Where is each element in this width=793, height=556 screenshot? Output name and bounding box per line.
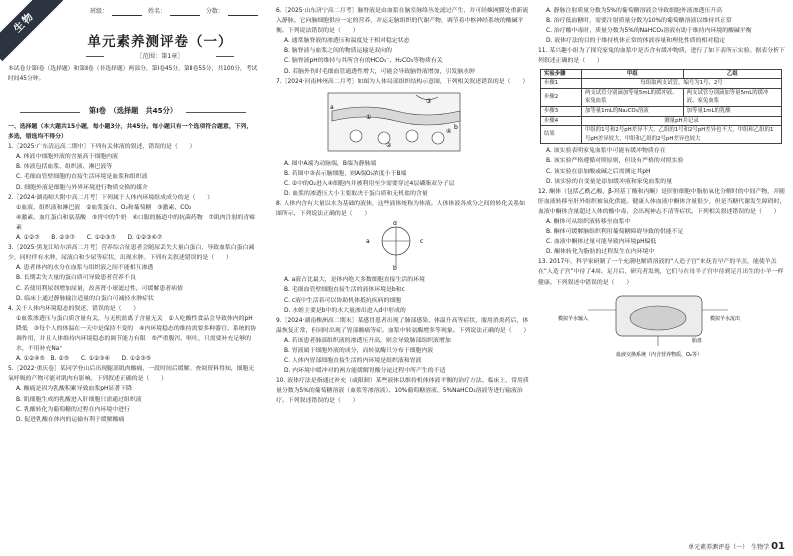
col2b-line: 8. 人体内含有大量以水为基础的液体，这些液体统称为体液。人体体液各成分之间的转化关系如图所示，下列说法正确的是（ ） [276, 201, 526, 218]
col1-line: A. ①②④⑤ B. ②⑤ C. ①②③④ D. ①②③⑤ [16, 356, 151, 363]
column-3 [538, 6, 788, 364]
table-row [541, 116, 782, 126]
table-row [541, 88, 782, 106]
col2a-line: C. 脑脊液pH的维持与其所含有的HCO₃⁻、H₂CO₃等物质有关 [284, 58, 443, 65]
col1-line: 3.［2025·黑龙江哈尔滨高二月考］营养综合征患者会随尿丢失大量白蛋白，导致血浆白蛋白减少，同时伴有水肿，尿液白和少尿等症状，出现水肿。下列有关叙述错误的是（ ） [8, 245, 255, 262]
fig3-label-placenta: 胎盘 [692, 337, 703, 344]
col3a-line: C. 治疗酸中毒时，质量分数为5%的NaHCO₃溶液有助于维持内环境的酸碱平衡 [546, 28, 752, 35]
fig1-label-2: ② [386, 141, 392, 149]
table-cell: 两支试管分别滴加等量5mL的缓冲液、家兔血浆 [683, 88, 781, 106]
col3b-line: B. 酮体可缓解脑组织利用葡萄糖障碍导致的供能不足 [546, 229, 684, 236]
exam-scope: ［范围：第1章］ [100, 51, 220, 60]
exam-intro: 本试卷分第Ⅰ卷（选择题）和第Ⅱ卷（非选择题）两部分，第Ⅰ卷45分，第Ⅱ卷55分，共100分，考试时间45分钟。 [8, 66, 258, 83]
col1-line: 2.［2024·湖南师大附中高二月考］下列属于人体内环境组成成分的是（ ） [8, 194, 214, 201]
fig2-label-b: b [393, 265, 397, 272]
col2a-line: D. 若脑外伤时毛细血管通透性增大，可能会导致脑脊液增加，引发脑水肿 [284, 68, 475, 75]
col1-line: A. 酸痛是因为乳酸积累导致血浆pH显著下降 [16, 386, 132, 393]
experiment-table [540, 69, 782, 145]
footer-label: 单元素养测评卷（一） 生物学 [688, 544, 770, 551]
table-cell: 步骤2 [541, 88, 582, 106]
col2a-line: A. 通常脑脊液的渗透压和温度处于相对稳定状态 [284, 38, 410, 45]
womb-diagram-svg [558, 290, 758, 362]
col2b-line: A. 图中A端为动脉端，B端为静脉端 [284, 160, 377, 167]
col1-line: A. ①②⑦ B. ②③⑦ C. ①②③⑦ D. ①②③⑥⑦ [16, 235, 163, 242]
col1-line: B. 肌细胞生成的乳酸进入肝细胞只需通过组织液 [16, 396, 142, 403]
col1-line: C. 毛细血管壁细胞的直接生活环境是血浆和组织液 [16, 174, 148, 181]
table-row [541, 106, 782, 116]
col2b-line: B. 若图中③表示脑细胞，则A端O₂浓度小于B端 [284, 170, 407, 177]
cell-shape-4 [432, 132, 444, 144]
col2a-line: 7.［2024·河南林州高二月考］如图为人体局部组织结构示意图，下列相关叙述错误的是（ ） [276, 78, 529, 85]
cell-shape-1 [350, 130, 362, 142]
col1-line: 5.［2022·重庆卷］某同学登山后出现腿部肌肉酸痛，一段时间后缓解。查阅资料得知，细胞无氧呼吸的产物可能对肌肉有影响。下列叙述正确的是（ ） [8, 366, 255, 383]
col3b-line: A. 酮体可从组织液转移至血浆中 [546, 218, 631, 225]
fig2-label-a: a [366, 238, 370, 246]
fig1-label-b: b [454, 123, 458, 131]
col1-line: D. 临床上通过静脉输注适量的白蛋白可减轻水肿症状 [16, 295, 154, 302]
col2c-line: B. 毛细血管壁细胞直接生活的液体环境是b和c [284, 287, 405, 294]
table-cell: 加等量1mL的乳酸 [683, 106, 781, 116]
col3b-line: D. 该实验的自变量是添加缓冲液和家兔血浆的量 [546, 178, 673, 185]
col3a-line: 11. 某兴趣小组为了探究家兔的血浆中是否含有缓冲物质，进行了如下表所示实验。据表分析下列叙述正确的是（ ） [538, 48, 785, 65]
fig1-label-4: ④ [446, 127, 452, 135]
page-footer [688, 541, 785, 552]
col1-line: ④激素、血红蛋白和氨基酸 ⑤胃中的牛奶 ⑥口服的肠道中的抗菌药物 ⑦肌肉注射的青霉素 [16, 214, 256, 231]
lamb-shape [630, 306, 686, 330]
name-field-line[interactable] [170, 8, 200, 16]
score-field-line[interactable] [228, 8, 258, 16]
col2a-line: B. 脑脊液与血浆之间的物质运输是双向的 [284, 48, 392, 55]
col1-line: A. 患者体内的水分在血浆与组织液之间不能相互渗透 [16, 265, 154, 272]
tissue-structure-figure [276, 89, 529, 157]
col2c-line: A. a液占比最大，是体内绝大多数细胞直接生活的环境 [284, 277, 425, 284]
fluid-diagram-svg [346, 221, 446, 271]
cell-shape-3 [406, 130, 418, 142]
col2b-line: C. ②中的O₂进入④细胞内并被利用至少需要穿过4层磷脂双分子层 [284, 180, 455, 187]
table-cell: 加等量1mL的Na₂CO₃溶液 [582, 106, 684, 116]
fig3-label-outflow: 模拟羊水流出 [710, 315, 741, 322]
table-cell: 每组取两支试管，编号为1号、2号 [582, 79, 782, 89]
col2c-line: D. 内环境中缓冲对的两方能缓解胃酸分泌过程中所产生的不适 [284, 368, 446, 375]
score-field-label: 分数： [205, 8, 224, 15]
page-number: 01 [771, 541, 785, 552]
class-field-line[interactable] [112, 8, 142, 16]
col1-line: D. 促进乳酸在体内的运输有利于缓解酸痛 [16, 416, 125, 423]
col1-line: B. 体液包括血浆、组织液、淋巴液等 [16, 164, 113, 171]
fig3-label-blood: 血液交换系统（内含营养物质、O₂等） [616, 351, 702, 358]
table-row [541, 126, 782, 144]
table-cell: 两支试管分别滴加等量5mL的缓冲液、家兔血浆 [582, 88, 684, 106]
col2c-line: 10. 液体疗法是指通过补充（或限制）某些液体以维持机体体液平衡的治疗方法。临床上，常用质量分数为5%的葡萄糖溶液（血浆等渗溶液）、10%葡萄糖溶液、5%NaHCO₃溶液等进行输液治疗。下列叙述错误的是（ ） [276, 378, 529, 405]
col3b-line: B. 该实验严格遵循对照原则，但设有严格的对照实验 [546, 158, 684, 165]
col2b-line: D. 血浆的渗透压大小主要取决于蛋白质和无机盐的含量 [284, 191, 428, 198]
col1-line: A. 体液中细胞外液的含量高于细胞内液 [16, 154, 118, 161]
col3b-line: C. 该实验在添加酸或碱之后需测定其pH [546, 168, 651, 175]
fig2-label-c: c [420, 238, 424, 246]
col3a-line: B. 治疗低血糖时，需要注射质量分数为10%的葡萄糖溶液以维持其正常 [546, 18, 732, 25]
table-header-cell: 甲组 [582, 69, 684, 79]
col2c-line: 9.［2024·湖南株洲高二期末］某感冒患者出现了肺部感染，体温升高等症状，服用消炎药后，体温恢复正常，但同时出现了胃部酸痛等症。血浆中转氨酶增多等现象。下列说法正确的是（ ） [276, 317, 530, 334]
column-2 [276, 6, 529, 407]
table-cell: 步骤3 [541, 106, 582, 116]
col1-line: 一、选择题（本大题共15小题，每小题3分，共45分。每小题只有一个选项符合题意，下列，多选，错选均不得分） [8, 124, 253, 141]
fig1-label-3: ③ [426, 97, 432, 105]
col3b-line: C. 血液中酮体过量可能导致内环境pH偏低 [546, 239, 657, 246]
col1-line: 4. 关于人体内环境稳态的叙述，错误的是（ ） [8, 305, 140, 312]
col1-line: C. 乳酸转化为葡萄糖的过程在内环境中进行 [16, 406, 130, 413]
name-field-label: 姓名： [147, 8, 166, 15]
col3b-line: D. 酮体转化为脂肪的过程发生在内环境中 [546, 249, 655, 256]
fig3-label-inflow: 模拟羊水输入 [558, 315, 589, 322]
col2c-line: C. c液中生活着可以协助机体抵抗疾病的细胞 [284, 297, 402, 304]
col1-line: D. 细胞外液是细胞与外界环境进行物质交换的媒介 [16, 184, 148, 191]
column-1 [8, 122, 258, 425]
volume-heading: 第Ⅰ卷 （选择题 共45分） [8, 106, 258, 116]
col2c-line: B. 胃液属于细胞外液的成分，而转氨酶只分布于细胞内液 [284, 347, 434, 354]
col1-line: B. 长期丢失大量的蛋白质可导致患者营养不良 [16, 275, 136, 282]
col2a-line: 6.［2025·山东济宁高二月考］脑脊液是由血浆在脑室脉络丛处滤过产生，并可经蛛网膜处重新流入静脉。它向脑细胞供应一定的营养，并运走脑组织的代谢产物，调节着中枢神经系统的酸碱平衡。下列说法错误的是（ ） [276, 8, 529, 35]
col1-line: C. 若使用利尿剂增加尿量，改善肾小球滤过性，可缓解患者病情 [16, 285, 183, 292]
col2c-line: C. 人体内胃部细胞直接生活的内环境是组织液和胃液 [284, 358, 422, 365]
subject-ribbon: 生物 [0, 0, 63, 61]
col3b-line: 13. 2017年，科学家研制了一个充满电解质溶液的“人造子宫”来抚育早产的羊羔，能使羊羔在“人造子宫”中待了4周。足月后，研究者发现，它们与在母羊子宫中待到足月出生的小羊一样健康。下列叙述中错误的是（ ） [538, 259, 784, 286]
col1-line: ①血液、组织液和淋巴液 ②血浆蛋白、O₂和葡萄糖 ③激素、CO₂ [16, 204, 192, 211]
table-cell: 甲组的1号和2号pH差异不大，乙组的1号和2号pH差异也不大，甲组和乙组的1号pH差异较大，甲组和乙组的2号pH差异也较大 [582, 126, 782, 144]
col3a-line: D. 液体疗法的目的于维持机体正常的体液容量和理化性质的相对稳定 [546, 38, 726, 45]
fluid-conversion-figure [276, 221, 529, 273]
table-cell: 测量pH并记录 [582, 116, 782, 126]
student-fields [90, 6, 262, 16]
page-title: 单元素养测评卷（一） [87, 34, 233, 50]
table-header-cell: 乙组 [683, 69, 781, 79]
col2c-line: D. 水蛭主要是b中的水大量渗出进入d中形成的 [284, 307, 406, 314]
table-row [541, 79, 782, 89]
class-field-label: 班级： [90, 8, 109, 15]
fig1-label-a: a [330, 103, 334, 111]
fig1-label-1: ① [366, 113, 372, 121]
tissue-diagram-svg [326, 89, 466, 155]
table-cell: 步骤1 [541, 79, 582, 89]
table-cell: 结果 [541, 126, 582, 144]
col2c-line: A. 若该患者肺部组织液的渗透压升高，则会导致肺部组织液增加 [284, 337, 451, 344]
table-header-cell: 实验步骤 [541, 69, 582, 79]
col3a-line: A. 静脉注射质量分数为5%的葡萄糖溶液会导致细胞外液渗透压升高 [546, 8, 723, 14]
fig2-label-d: d [393, 221, 397, 228]
col3b-line: A. 该实验表明家兔血浆中可能有缓冲物质存在 [546, 148, 666, 155]
col1-line: 1.［2025·广东清远高二期中］下列有关体液的叙述，错误的是（ ） [8, 144, 196, 151]
col1-line: ①血浆渗透压与蛋白质含量有关，与无机盐离子含量无关 ②人吃酸性食品会导致体内的pH降低 ③每个人的体温在一天中是保持不变的 ④内环境稳态的维持需要多种器官、系统的协调作用，并且人体维持内环境稳态的调节能力有限 ⑤严重腹泻、呕吐，只需要补充足够的水，不用补充Na⁺ [16, 315, 257, 353]
table-cell: 步骤4 [541, 116, 582, 126]
artificial-womb-figure [538, 290, 788, 362]
col3b-line: 12. 酮体（包括乙酰乙酸、β-羟基丁酸和丙酮）是肝脏细胞中脂肪氧化分解时的中间产物，并随肝血液转移至肝外组织被氧化供能。健康人体血液中酮体含量很少，但是当糖代谢发生障碍时，血液中酮体含量超过人体的酸中毒、会出现神志不清等症状。下列相关叙述错误的是（ ） [538, 188, 786, 215]
